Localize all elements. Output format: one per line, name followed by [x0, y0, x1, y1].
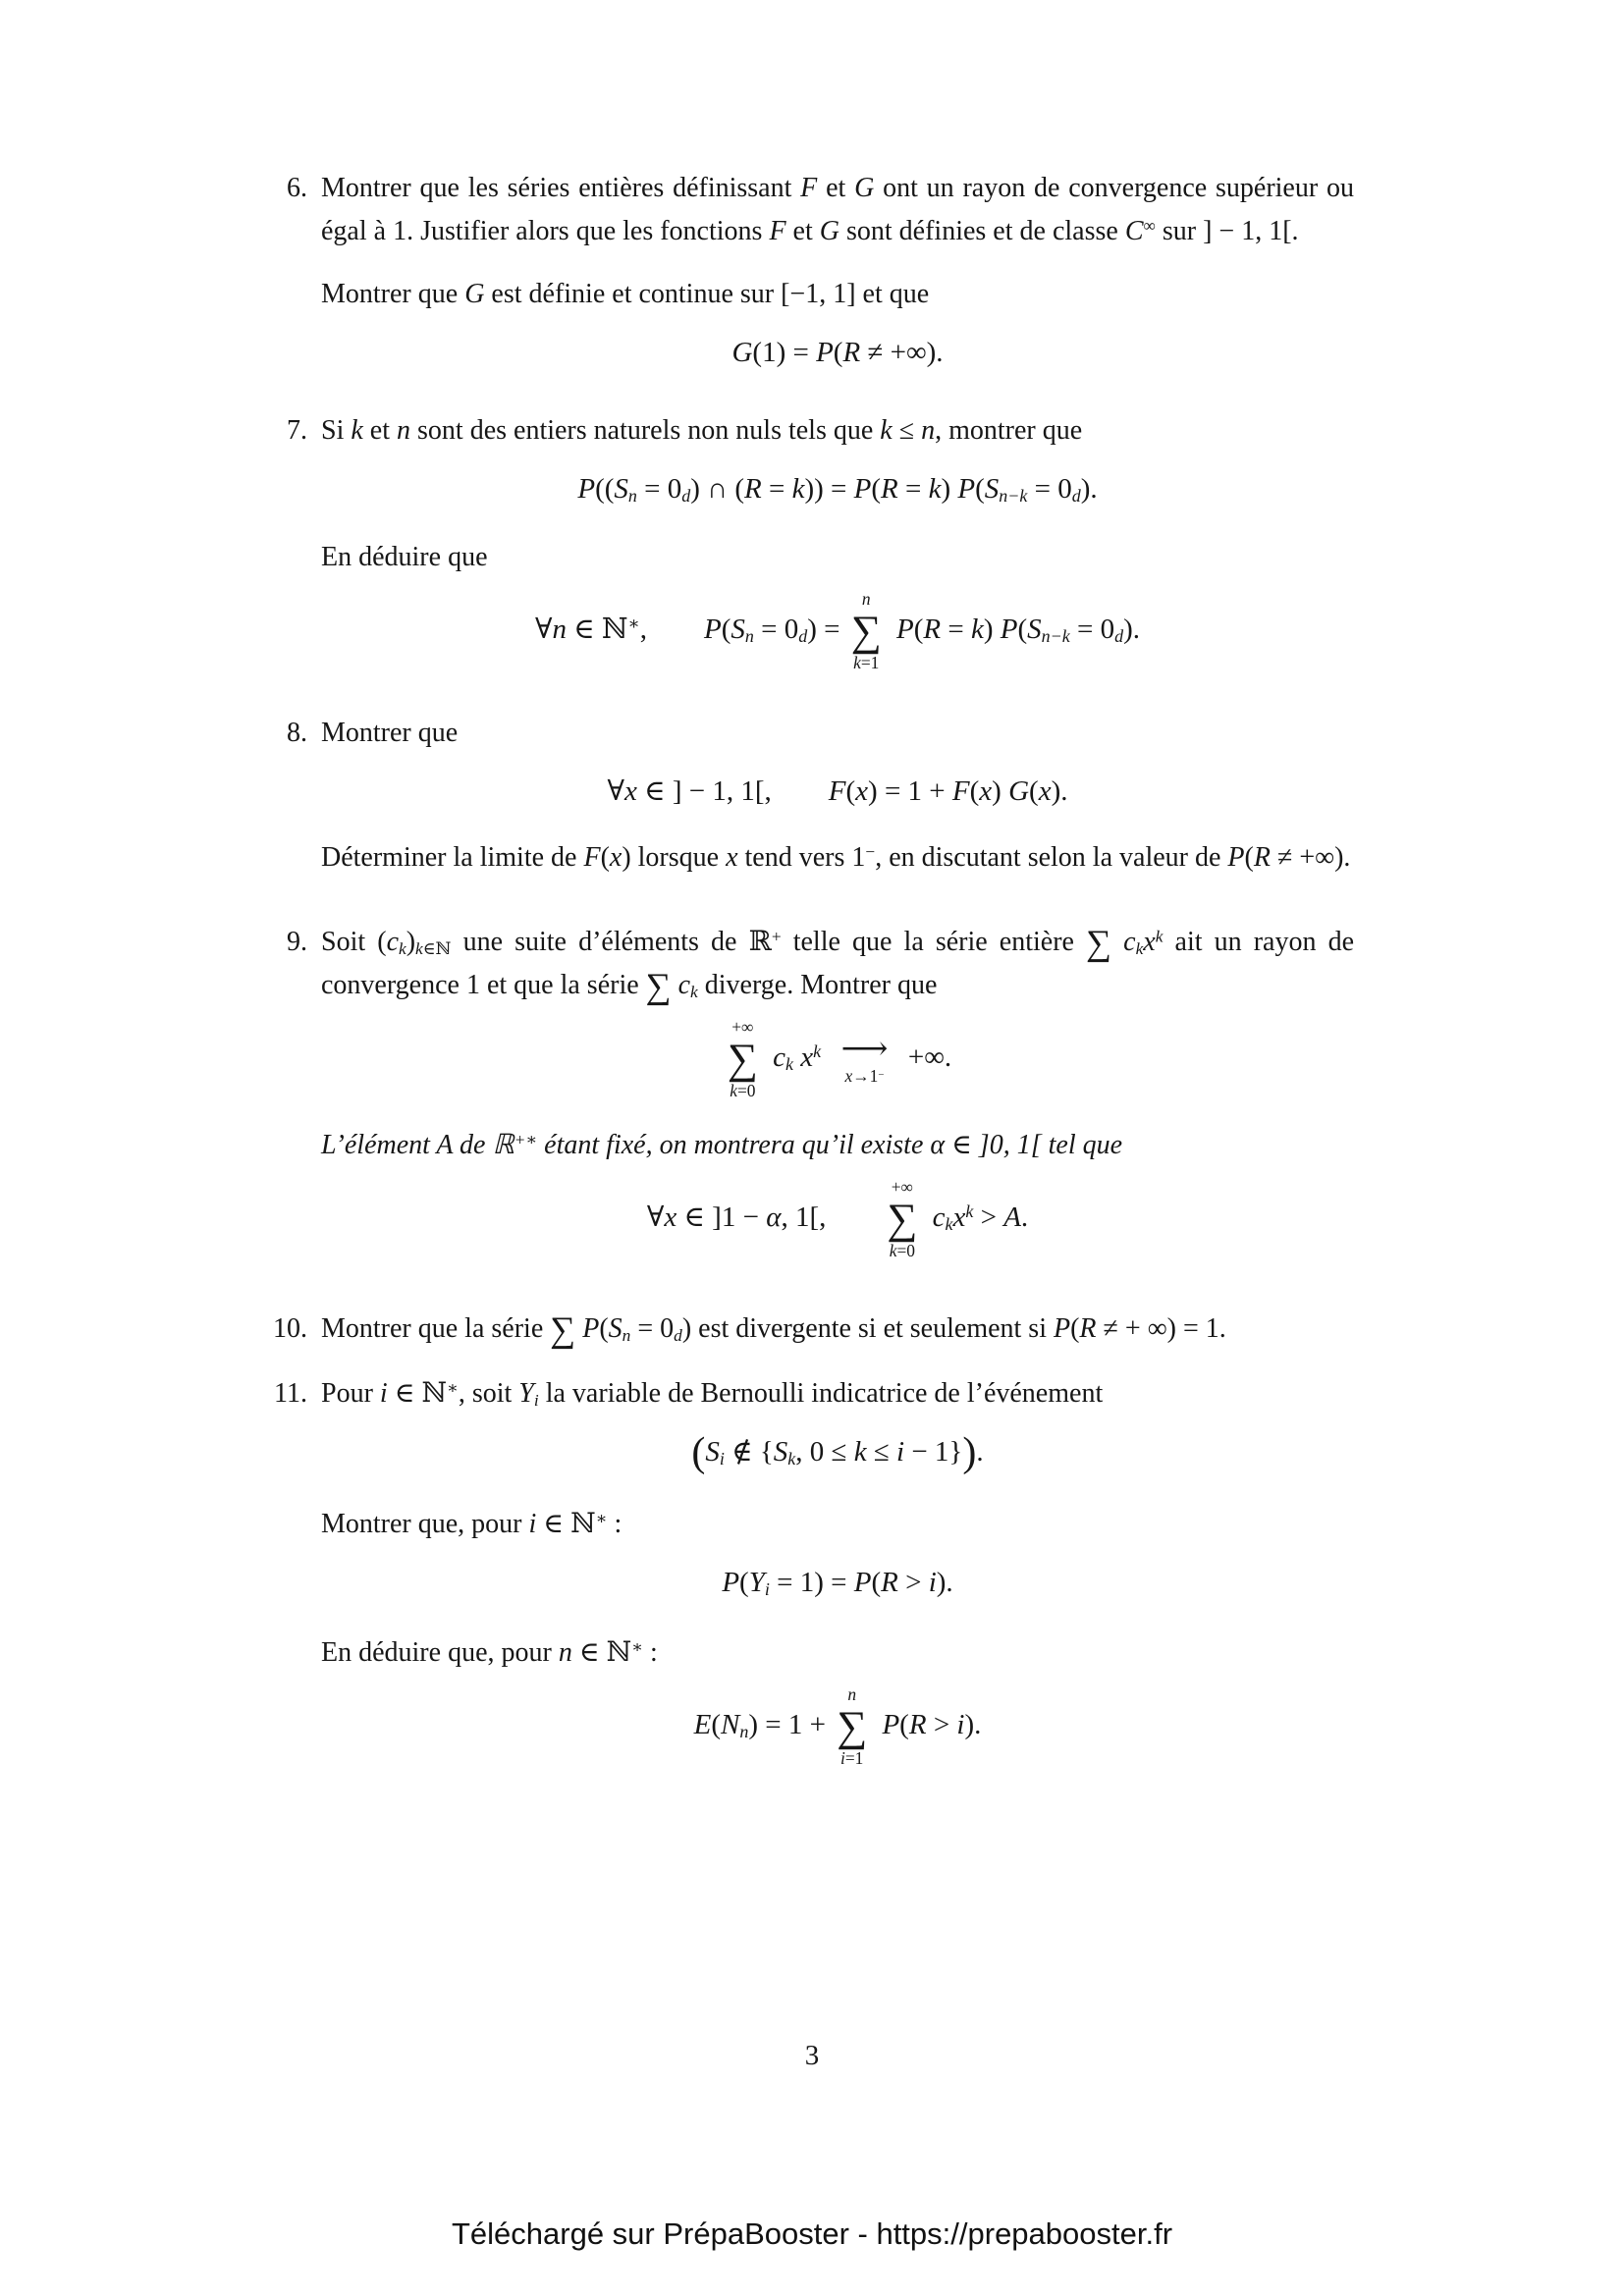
- item-paragraph: [287, 712, 1354, 755]
- item-paragraph: [273, 1308, 1354, 1351]
- item-text: Montrer que la série ∑ $P(S_n = 0_d)$ est divergente si et seulement si P(R ≠ + ∞) = 1.: [321, 1309, 1226, 1350]
- item-text: Soit $(c_k)_{k\in ℕ}$ une suite d’éléments de ℝ+ telle que la série entière ∑ $c_kx^k$ ait un rayon de convergence 1 et que la série ∑ $c_k$ diverge. Montrer que: [321, 923, 1354, 1006]
- item-text: Pour i ∈ ℕ∗, soit $Y_i$ la variable de Bernoulli indicatrice de l’événement: [321, 1378, 1104, 1410]
- item-number-11: 11.: [274, 1378, 307, 1409]
- display-formula: G(1) = P(R ≠ +∞).: [731, 337, 944, 368]
- display-formula: ∀x ∈ ] − 1, 1[, F(x) = 1 + F(x) G(x).: [607, 775, 1068, 807]
- display-formula: ($S_i$ ∉ {$S_k$, 0 ≤ k ≤ i − 1}).: [691, 1430, 984, 1476]
- display-formula: $E(N_n) = 1$ + n ∑ i=1 P(R > i).: [693, 1684, 982, 1769]
- display-formula: ∀n ∈ ℕ∗, $P(S_n = 0_d)$ = n ∑ k=1 P(R = k) $P(S_{n-k} = 0_d)$.: [535, 589, 1140, 673]
- item-paragraph: En déduire que: [321, 542, 488, 572]
- display-formula: $P((S_n = 0_d)$ ∩ (R = k)) = P(R = k) $P(S_{n-k} = 0_d)$.: [577, 473, 1098, 506]
- item-paragraph: En déduire que, pour n ∈ ℕ∗ :: [321, 1637, 658, 1668]
- display-formula: ∀x ∈ ]1 − α, 1[, +∞ ∑ k=0 $c_kx^k > A$.: [646, 1177, 1029, 1261]
- item-paragraph: [287, 409, 1354, 453]
- item-text: Si k et n sont des entiers naturels non nuls tels que k ≤ n, montrer que: [321, 415, 1083, 446]
- problem-item-9: [287, 921, 1354, 1262]
- item-text: Montrer que: [321, 718, 459, 748]
- item-number-8: 8.: [287, 718, 307, 748]
- item-paragraph: [287, 921, 1354, 1007]
- item-number-9: 9.: [287, 927, 307, 957]
- item-paragraph-italic: L’élément A de ℝ+∗ étant fixé, on montrera qu’il existe α ∈ ]0, 1[ tel que: [321, 1130, 1123, 1160]
- download-footer: Téléchargé sur PrépaBooster - https://prepabooster.fr: [451, 2216, 1173, 2251]
- item-paragraph: Déterminer la limite de F(x) lorsque x tend vers 1−, en discutant selon la valeur de P(R ≠ +∞).: [321, 842, 1351, 873]
- problem-item-6: [287, 167, 1354, 374]
- display-formula: $P(Y_i = 1) = P(R > i)$.: [722, 1567, 953, 1599]
- item-number-7: 7.: [287, 415, 307, 446]
- item-paragraph: [274, 1372, 1354, 1415]
- problem-item-7: [287, 409, 1354, 674]
- problem-item-8: [287, 712, 1354, 880]
- item-paragraph: [287, 167, 1354, 253]
- item-paragraph: Montrer que G est définie et continue sur [−1, 1] et que: [321, 279, 930, 309]
- problem-item-11: [274, 1372, 1354, 1770]
- item-paragraph: Montrer que, pour i ∈ ℕ∗ :: [321, 1509, 623, 1539]
- item-text: Montrer que les séries entières définissant F et G ont un rayon de convergence supérieur ou égal à 1. Justifier alors que les fonctions F et G sont définies et de classe C∞ sur ] − 1, 1[.: [321, 173, 1354, 246]
- item-number-6: 6.: [287, 173, 307, 203]
- item-number-10: 10.: [273, 1313, 307, 1344]
- problem-item-10: [273, 1308, 1354, 1351]
- problem-list: [273, 167, 1354, 1780]
- page-number: 3: [804, 2040, 820, 2071]
- display-formula: +∞ ∑ k=0 $c_k$ $x^k$ ⟶ x→1− +∞.: [727, 1017, 952, 1101]
